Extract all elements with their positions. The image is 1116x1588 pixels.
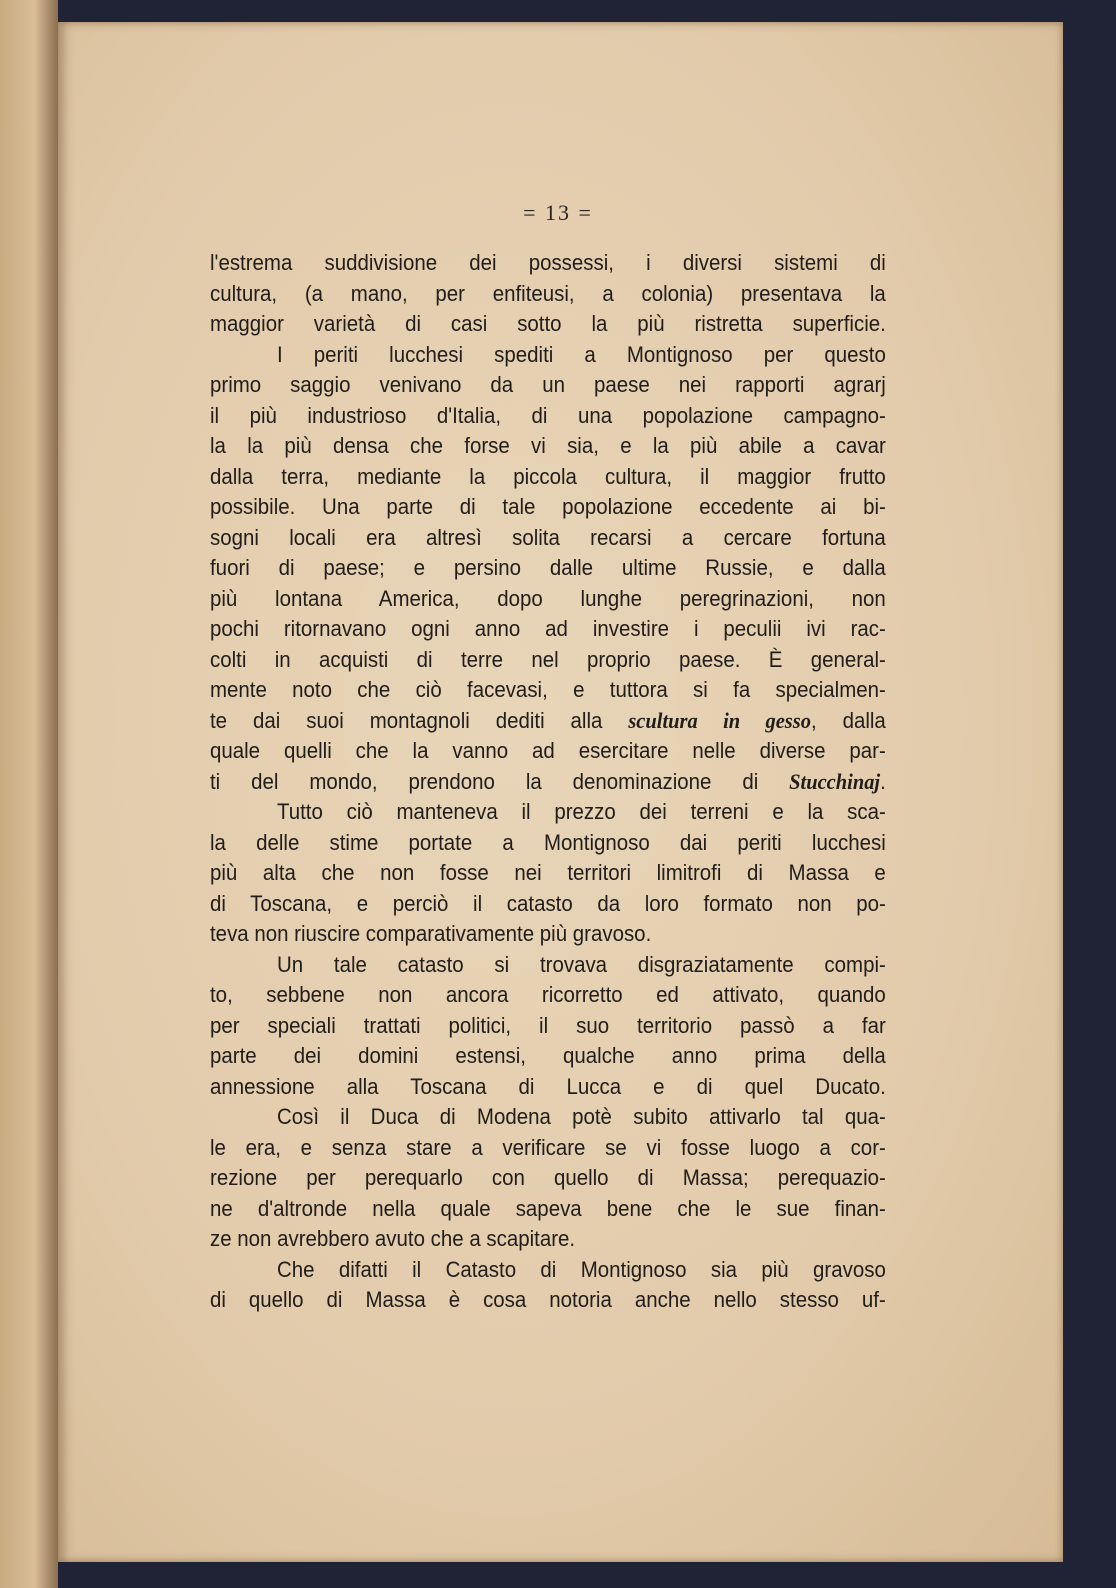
text-line: [210, 523, 886, 554]
text-segment: to, sebbene non ancora ricorretto ed attivato, quando: [210, 982, 886, 1007]
text-line: [210, 553, 886, 584]
text-segment: , dalla: [810, 707, 886, 733]
italic-text: scultura in gesso: [628, 707, 811, 733]
text-segment: maggior varietà di casi sotto la più ristretta superficie.: [210, 311, 886, 336]
text-segment: Così il Duca di Modena potè subito attivarlo tal qua-: [276, 1104, 886, 1129]
text-line: [210, 858, 886, 889]
text-segment: di Toscana, e perciò il catasto da loro formato non po-: [210, 890, 886, 916]
text-segment: il più industrioso d'Italia, di una popolazione campagno-: [210, 402, 886, 428]
text-segment: rezione per perequarlo con quello di Massa; perequazio-: [210, 1165, 886, 1190]
text-line: [210, 1102, 886, 1133]
text-line: [210, 797, 886, 828]
text-line: [210, 1072, 886, 1103]
text-line: [210, 614, 886, 645]
text-segment: più alta che non fosse nei territori limitrofi di Massa e: [210, 860, 886, 885]
text-line: [210, 645, 886, 676]
text-segment: quale quelli che la vanno ad esercitare nelle diverse par-: [210, 738, 886, 763]
text-line: [210, 584, 886, 615]
text-segment: di quello di Massa è cosa notoria anche nello stesso uf-: [210, 1287, 886, 1312]
text-line: [210, 1255, 886, 1286]
book-page: [58, 22, 1063, 1562]
text-segment: annessione alla Toscana di Lucca e di quel Ducato.: [210, 1073, 886, 1099]
text-segment: per speciali trattati politici, il suo territorio passò a far: [210, 1012, 886, 1038]
text-segment: colti in acquisti di terre nel proprio paese. È general-: [210, 646, 886, 672]
text-line: [210, 919, 886, 950]
page-number: = 13 =: [523, 200, 593, 225]
text-segment: le era, e senza stare a verificare se vi fosse luogo a cor-: [210, 1134, 886, 1160]
text-segment: Che difatti il Catasto di Montignoso sia più gravoso: [276, 1256, 886, 1282]
text-segment: più lontana America, dopo lunghe peregrinazioni, non: [210, 585, 886, 611]
text-line: [210, 675, 886, 706]
text-line: [210, 889, 886, 920]
text-segment: I periti lucchesi spediti a Montignoso per questo: [276, 341, 886, 367]
text-line: [210, 767, 886, 798]
text-segment: ne d'altronde nella quale sapeva bene che le sue finan-: [210, 1195, 886, 1221]
text-line: [210, 492, 886, 523]
text-line: [210, 462, 886, 493]
text-line: [210, 828, 886, 859]
text-segment: sogni locali era altresì solita recarsi a cercare fortuna: [210, 524, 886, 550]
text-line: [210, 1194, 886, 1225]
text-segment: ti del mondo, prendono la denominazione di: [210, 768, 790, 794]
text-segment: mente noto che ciò facevasi, e tuttora si fa specialmen-: [210, 677, 886, 702]
text-segment: Tutto ciò manteneva il prezzo dei terreni e la sca-: [276, 799, 886, 824]
text-segment: la delle stime portate a Montignoso dai periti lucchesi: [210, 829, 886, 855]
text-line: [210, 1163, 886, 1194]
italic-text: Stucchinaj: [789, 768, 881, 794]
text-segment: ze non avrebbero avuto che a scapitare.: [210, 1226, 576, 1251]
text-segment: fuori di paese; e persino dalle ultime Russie, e dalla: [210, 555, 886, 580]
text-segment: pochi ritornavano ogni anno ad investire i peculii ivi rac-: [210, 616, 886, 641]
text-line: [210, 1285, 886, 1316]
text-segment: l'estrema suddivisione dei possessi, i diversi sistemi di: [210, 250, 886, 275]
text-segment: .: [880, 768, 886, 794]
body-text: [210, 248, 886, 1316]
text-line: [210, 950, 886, 981]
facing-page-edge: [0, 0, 58, 1588]
text-line: [210, 706, 886, 737]
text-line: [210, 309, 886, 340]
text-segment: la la più densa che forse vi sia, e la più abile a cavar: [210, 433, 886, 458]
text-line: [210, 370, 886, 401]
text-segment: possibile. Una parte di tale popolazione eccedente ai bi-: [210, 494, 886, 519]
text-line: [210, 401, 886, 432]
text-line: [210, 279, 886, 310]
text-line: [210, 1041, 886, 1072]
text-segment: teva non riuscire comparativamente più gravoso.: [210, 921, 652, 946]
text-line: [210, 980, 886, 1011]
text-segment: Un tale catasto si trovava disgraziatamente compi-: [276, 951, 886, 977]
text-line: [210, 1133, 886, 1164]
text-line: [210, 248, 886, 279]
text-segment: cultura, (a mano, per enfiteusi, a colonia) presentava la: [210, 280, 886, 306]
text-line: [210, 340, 886, 371]
text-line: [210, 1224, 886, 1255]
text-line: [210, 431, 886, 462]
text-segment: te dai suoi montagnoli dediti alla: [210, 707, 629, 733]
text-line: [210, 1011, 886, 1042]
text-segment: primo saggio venivano da un paese nei rapporti agrarj: [210, 372, 886, 397]
text-segment: parte dei domini estensi, qualche anno prima della: [210, 1043, 886, 1068]
text-segment: dalla terra, mediante la piccola cultura, il maggior frutto: [210, 463, 886, 489]
text-line: [210, 736, 886, 767]
